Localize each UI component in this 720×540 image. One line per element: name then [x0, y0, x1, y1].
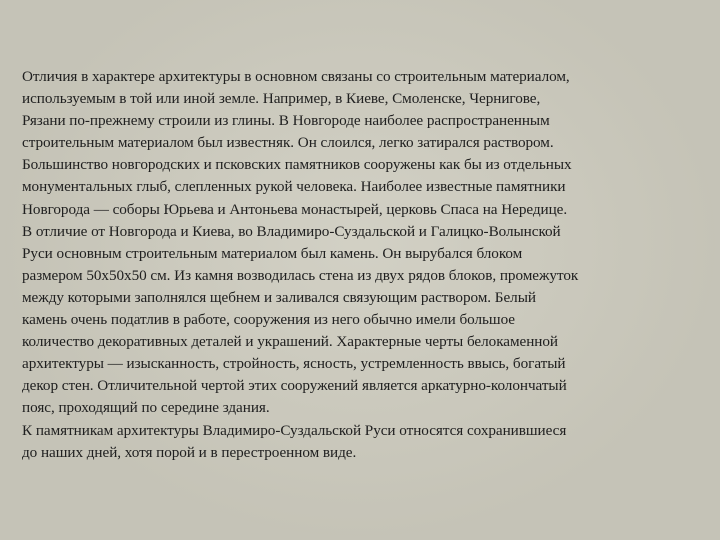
- text-line: размером 50х50х50 см. Из камня возводилась стена из двух рядов блоков, промежуток: [22, 266, 579, 284]
- text-line: строительным материалом был известняк. Он слоился, легко затирался раствором.: [22, 134, 554, 152]
- text-line: монументальных глыб, слепленных рукой человека. Наиболее известные памятники: [22, 178, 566, 196]
- text-line: декор стен. Отличительной чертой этих сооружений является аркатурно-колончатый: [22, 377, 567, 395]
- text-line: между которыми заполнялся щебнем и заливался связующим раствором. Белый: [22, 288, 536, 306]
- text-line: пояс, проходящий по середине здания.: [22, 399, 270, 417]
- text-line: Руси основным строительным материалом был камень. Он вырубался блоком: [22, 244, 523, 262]
- text-line: Отличия в характере архитектуры в основном связаны со строительным материалом,: [22, 68, 570, 85]
- text-line: до наших дней, хотя порой и в перестроенном виде.: [22, 443, 357, 461]
- text-line: используемым в той или иной земле. Например, в Киеве, Смоленске, Чернигове,: [22, 90, 541, 108]
- text-line: Рязани по-прежнему строили из глины. В Новгороде наиболее распространенным: [22, 112, 550, 130]
- text-line: К памятникам архитектуры Владимиро-Суздальской Руси относятся сохранившиеся: [22, 421, 567, 439]
- text-line: В отличие от Новгорода и Киева, во Владимиро-Суздальской и Галицко-Волынской: [22, 222, 561, 240]
- text-line: Новгорода — соборы Юрьева и Антоньева монастырей, церковь Спаса на Нередице.: [22, 200, 568, 218]
- text-line: камень очень податлив в работе, сооружения из него обычно имели большое: [22, 311, 515, 329]
- text-line: Большинство новгородских и псковских памятников сооружены как бы из отдельных: [22, 156, 572, 174]
- text-line: количество декоративных деталей и украшений. Характерные черты белокаменной: [22, 333, 559, 351]
- body-text: [22, 66, 702, 464]
- text-line: архитектуры — изысканность, стройность, ясность, устремленность ввысь, богатый: [22, 355, 566, 373]
